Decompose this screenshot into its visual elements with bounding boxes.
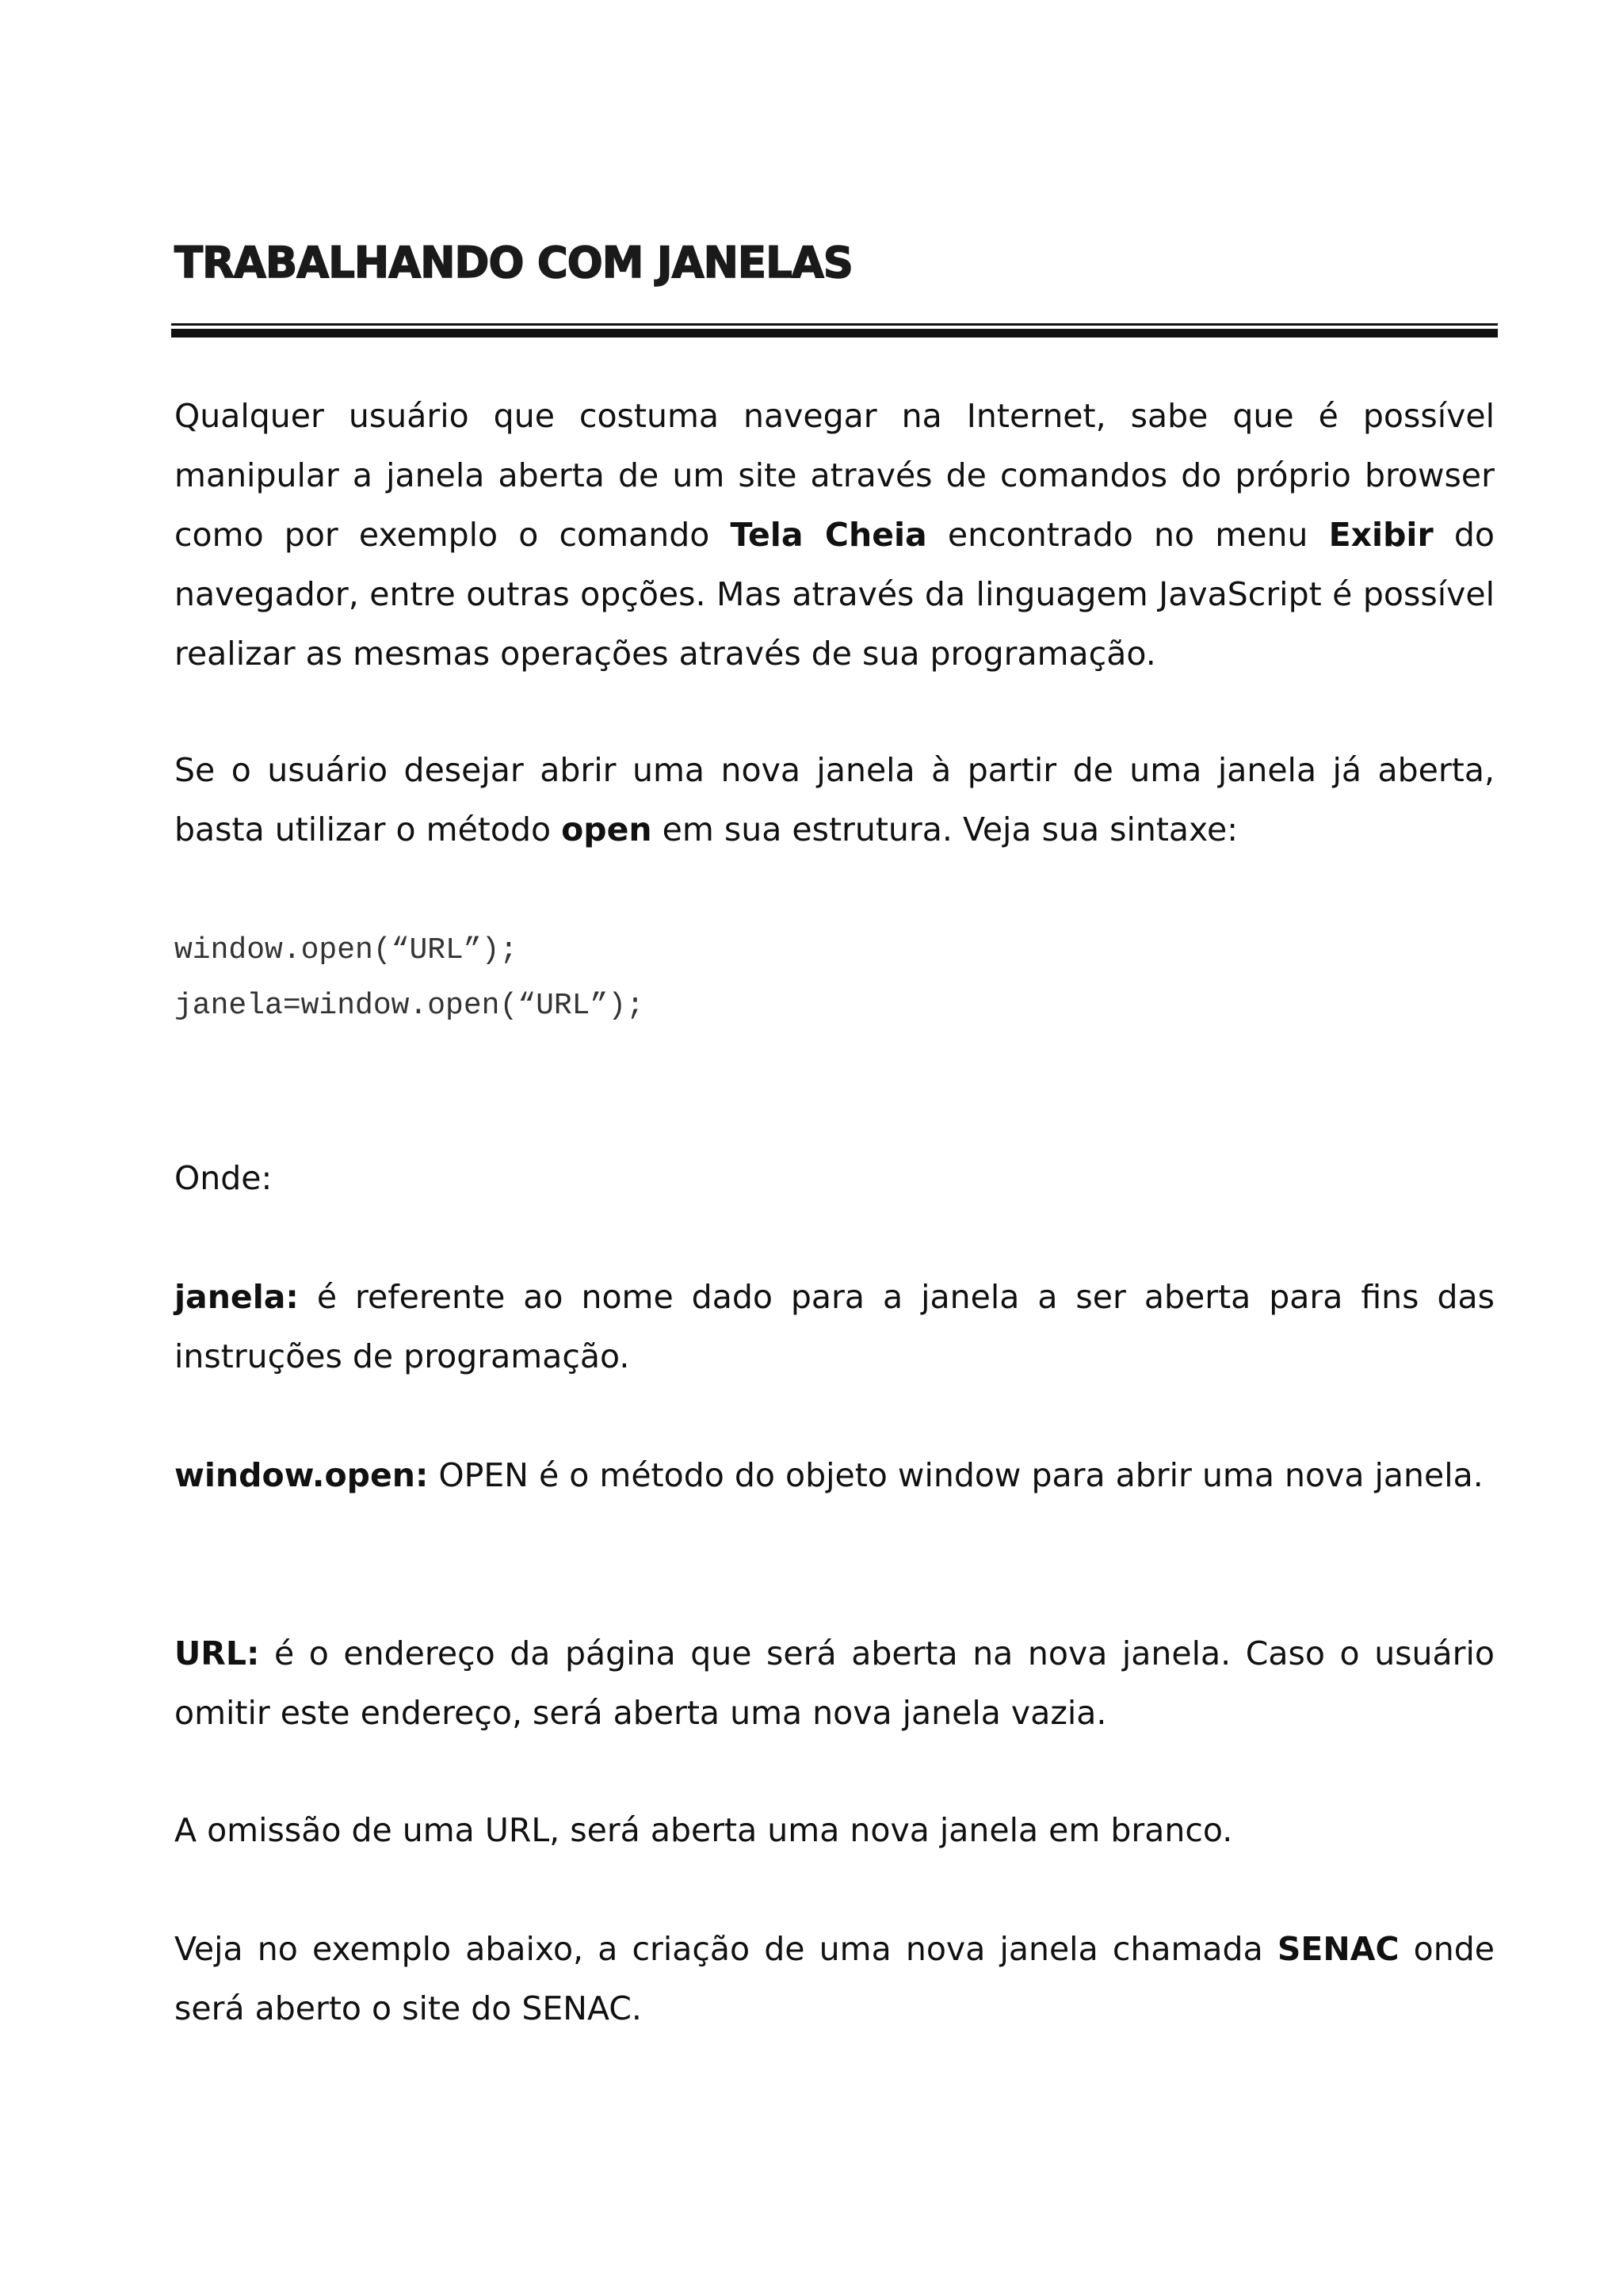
intro-text: Qualquer usuário que costuma navegar na Internet, sabe que é possível manipular a janela aberta de um site através de comandos do próprio browser como por exemplo o comando	[174, 397, 1495, 554]
definition-term: window.open:	[174, 1456, 429, 1494]
onde-label: Onde:	[174, 1159, 273, 1197]
definition-text: é o endereço da página que será aberta na nova janela. Caso o usuário omitir este endereço, será aberta uma nova janela vazia.	[174, 1634, 1495, 1732]
definition-window-open	[174, 1446, 1495, 1505]
code-line: janela=window.open(“URL”);	[174, 989, 644, 1023]
open-method-paragraph	[174, 741, 1495, 860]
example-paragraph	[174, 1920, 1495, 2039]
title-divider-thick	[171, 329, 1498, 338]
example-text: Veja no exemplo abaixo, a criação de uma nova janela chamada	[174, 1930, 1277, 1968]
definition-text: OPEN é o método do objeto window para abrir uma nova janela.	[428, 1456, 1484, 1494]
code-block	[174, 923, 644, 1034]
page-title: TRABALHANDO COM JANELAS	[174, 238, 853, 288]
example-bold-senac: SENAC	[1277, 1930, 1400, 1968]
intro-bold-tela-cheia: Tela Cheia	[730, 516, 927, 554]
definition-url	[174, 1624, 1495, 1743]
open-text: Se o usuário desejar abrir uma nova janela à partir de uma janela já aberta, basta utilizar o método	[174, 751, 1495, 849]
open-text: em sua estrutura. Veja sua sintaxe:	[651, 810, 1239, 849]
definition-janela	[174, 1268, 1495, 1386]
definition-term: janela:	[174, 1278, 299, 1316]
intro-bold-exibir: Exibir	[1328, 516, 1434, 554]
omission-paragraph: A omissão de uma URL, será aberta uma nova janela em branco.	[174, 1811, 1233, 1849]
example-text: onde será aberto o site do SENAC.	[174, 1930, 1495, 2027]
definition-text: é referente ao nome dado para a janela a ser aberta para fins das instruções de programação.	[174, 1278, 1495, 1375]
intro-text: do navegador, entre outras opções. Mas através da linguagem JavaScript é possível realizar as mesmas operações através de sua programação.	[174, 516, 1495, 673]
intro-paragraph	[174, 387, 1495, 684]
intro-text: encontrado no menu	[926, 516, 1329, 554]
title-divider-thin	[171, 323, 1498, 326]
definition-term: URL:	[174, 1634, 260, 1672]
open-bold-term: open	[561, 810, 652, 849]
code-line: window.open(“URL”);	[174, 933, 518, 967]
